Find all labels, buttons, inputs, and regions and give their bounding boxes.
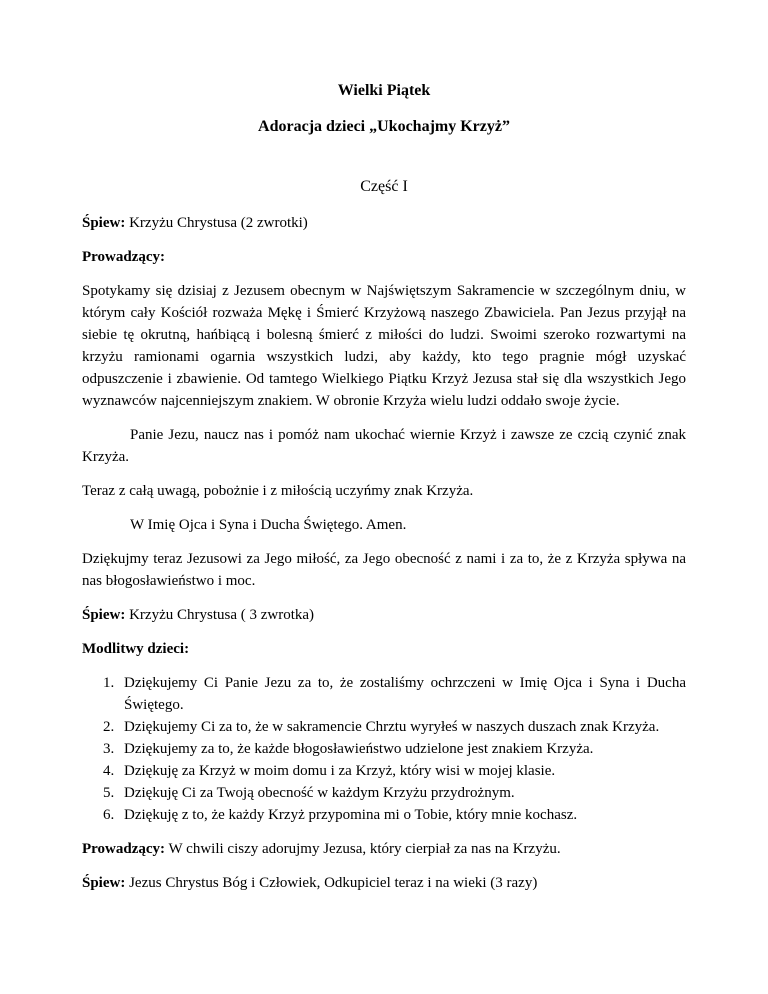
prayer-paragraph: Panie Jezu, naucz nas i pomóż nam ukochać wiernie Krzyż i zawsze ze czcią czynić znak Krzyża. xyxy=(82,427,686,465)
song-label: Śpiew: xyxy=(82,875,126,891)
document-title: Wielki Piątek xyxy=(337,82,431,99)
list-item: 4. Dziękuję za Krzyż w moim domu i za Krzyż, który wisi w mojej klasie. xyxy=(118,760,686,782)
song-text: Krzyżu Chrystusa (2 zwrotki) xyxy=(125,215,308,231)
leader-line-2 xyxy=(82,838,686,860)
sign-words: W Imię Ojca i Syna i Ducha Świętego. Amen. xyxy=(130,517,407,533)
song-line-3 xyxy=(82,872,686,894)
leader-heading xyxy=(82,246,686,268)
sign-instruction: Teraz z całą uwagą, pobożnie i z miłością uczyńmy znak Krzyża. xyxy=(82,483,474,499)
song-label: Śpiew: xyxy=(82,215,126,231)
part-heading: Część I xyxy=(360,178,408,195)
song-text: Jezus Chrystus Bóg i Człowiek, Odkupiciel teraz i na wieki (3 razy) xyxy=(125,875,538,891)
children-prayers-label: Modlitwy dzieci: xyxy=(82,641,190,657)
children-prayers-list xyxy=(82,672,686,826)
list-item: 3. Dziękujemy za to, że każde błogosławieństwo udzielone jest znakiem Krzyża. xyxy=(118,738,686,760)
song-line-2 xyxy=(82,604,686,626)
list-item: 5. Dziękuję Ci za Twoją obecność w każdym Krzyżu przydrożnym. xyxy=(118,782,686,804)
song-label: Śpiew: xyxy=(82,607,126,623)
leader-label: Prowadzący: xyxy=(82,249,166,265)
song-text: Krzyżu Chrystusa ( 3 zwrotka) xyxy=(125,607,315,623)
list-item: 2. Dziękujemy Ci za to, że w sakramencie Chrztu wyryłeś w naszych duszach znak Krzyża. xyxy=(118,716,686,738)
song-line-1 xyxy=(82,212,686,234)
leader-paragraph: Spotykamy się dzisiaj z Jezusem obecnym w Najświętszym Sakramencie w szczególnym dniu, w którym cały Kościół rozważa Mękę i Śmierć Krzyżową naszego Zbawiciela. Pan Jezus przyjął na siebie tę okrutną, hańbiącą i bolesną śmierć z miłości do ludzi. Swoimi szeroko rozwartymi na krzyżu ramionami ogarnia wszystkich ludzi, aby każdy, kto tego pragnie mógł uzyskać odpuszczenie i zbawienie. Od tamtego Wielkiego Piątku Krzyż Jezusa stał się dla wszystkich Jego wyznawców najcenniejszym znakiem. W obronie Krzyża wielu ludzi oddało swoje życie. xyxy=(82,283,686,409)
list-item: 1. Dziękujemy Ci Panie Jezu za to, że zostaliśmy ochrzczeni w Imię Ojca i Syna i Ducha Świętego. xyxy=(118,672,686,716)
thanks-paragraph: Dziękujmy teraz Jezusowi za Jego miłość, za Jego obecność z nami i za to, że z Krzyża spływa na nas błogosławieństwo i moc. xyxy=(82,551,686,589)
list-item: 6. Dziękuję z to, że każdy Krzyż przypomina mi o Tobie, który mnie kochasz. xyxy=(118,804,686,826)
leader-text: W chwili ciszy adorujmy Jezusa, który cierpiał za nas na Krzyżu. xyxy=(165,841,561,857)
document-subtitle: Adoracja dzieci „Ukochajmy Krzyż” xyxy=(258,118,510,135)
leader-label: Prowadzący: xyxy=(82,841,166,857)
children-prayers-heading xyxy=(82,638,686,660)
document-page xyxy=(82,80,686,894)
